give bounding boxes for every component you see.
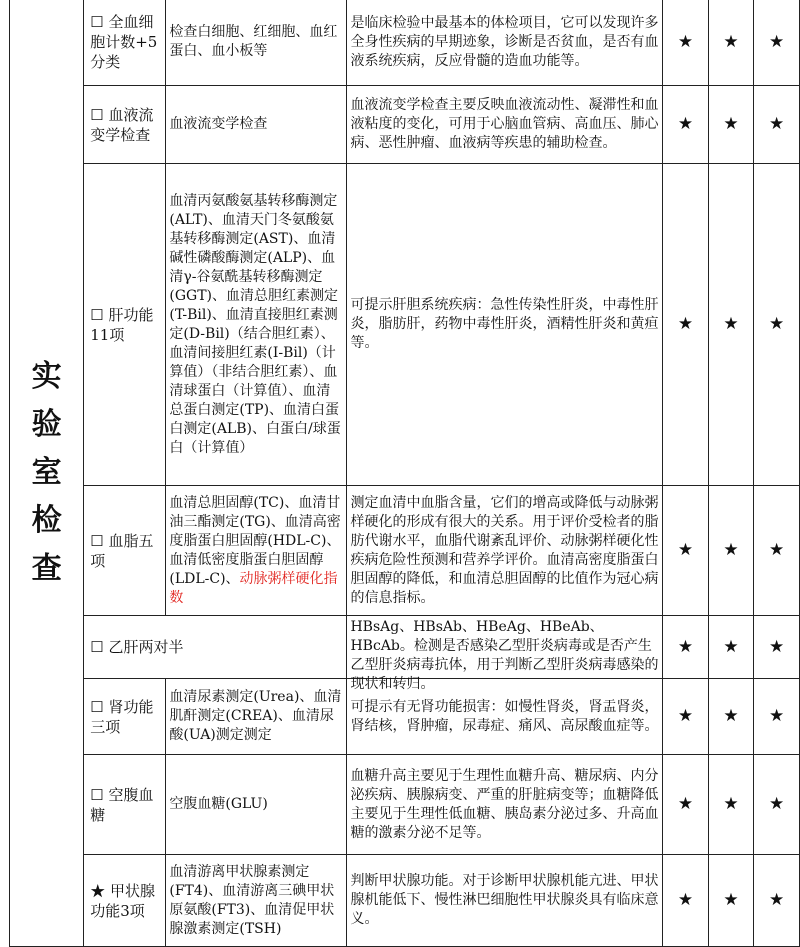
item-content: 血液流变学检查: [166, 86, 347, 164]
item-content: 血清尿素测定(Urea)、血清肌酐测定(CREA)、血清尿酸(UA)测定测定: [166, 679, 347, 755]
table-row: [10, 0, 800, 86]
item-content: 血清总胆固醇(TC)、血清甘油三酯测定(TG)、血清高密度脂蛋白胆固醇(HDL-C)、血清低密度脂蛋白胆固醇(LDL-C)、动脉粥样硬化指数: [166, 486, 347, 616]
star-mark: ★: [754, 486, 800, 616]
item-name: ☐ 肝功能11项: [84, 164, 166, 486]
star-mark: ★: [708, 755, 754, 855]
item-description: 是临床检验中最基本的体检项目，它可以发现许多全身性疾病的早期迹象，诊断是否贫血，是否有血液系统疾病，反应骨髓的造血功能等。: [347, 0, 663, 86]
star-mark: ★: [708, 0, 754, 86]
item-name: ☐ 乙肝两对半: [84, 616, 347, 679]
star-mark: ★: [708, 855, 754, 947]
star-mark: ★: [663, 486, 709, 616]
item-description: HBsAg、HBsAb、HBeAg、HBeAb、HBcAb。检测是否感染乙型肝炎病毒或是否产生乙型肝炎病毒抗体，用于判断乙型肝炎病毒感染的现状和转归。: [347, 616, 663, 679]
item-description: 判断甲状腺功能。对于诊断甲状腺机能亢进、甲状腺机能低下、慢性淋巴细胞性甲状腺炎具有临床意义。: [347, 855, 663, 947]
star-mark: ★: [754, 0, 800, 86]
category-label: 实验室检查: [31, 358, 62, 586]
table-row: [10, 486, 800, 616]
star-mark: ★: [708, 679, 754, 755]
item-content: 空腹血糖(GLU): [166, 755, 347, 855]
star-mark: ★: [708, 86, 754, 164]
item-name: ★ 甲状腺功能3项: [84, 855, 166, 947]
item-description: 血糖升高主要见于生理性血糖升高、糖尿病、内分泌疾病、胰腺病变、严重的肝脏病变等；血糖降低主要见于生理性低血糖、胰岛素分泌过多、升高血糖的激素分泌不足等。: [347, 755, 663, 855]
table-row: [10, 164, 800, 486]
item-description: 测定血清中血脂含量，它们的增高或降低与动脉粥样硬化的形成有很大的关系。用于评价受检者的脂肪代谢水平，血脂代谢紊乱评价、动脉粥样硬化性疾病危险性预测和营养学评价。血清高密度脂蛋白胆固醇的降低，和血清总胆固醇的比值作为冠心病的信息指标。: [347, 486, 663, 616]
star-mark: ★: [708, 616, 754, 679]
star-mark: ★: [663, 755, 709, 855]
table-row: [10, 755, 800, 855]
item-content: 血清游离甲状腺素测定(FT4)、血清游离三碘甲状原氨酸(FT3)、血清促甲状腺激素测定(TSH): [166, 855, 347, 947]
star-mark: ★: [754, 86, 800, 164]
exam-table: [9, 0, 800, 947]
item-description: 可提示肝胆系统疾病：急性传染性肝炎，中毒性肝炎，脂肪肝，药物中毒性肝炎，酒精性肝炎和黄疸等。: [347, 164, 663, 486]
table-row: [10, 855, 800, 947]
item-description: 可提示有无肾功能损害：如慢性肾炎，肾盂肾炎，肾结核，肾肿瘤，尿毒症、痛风、高尿酸血症等。: [347, 679, 663, 755]
table-row: [10, 616, 800, 679]
item-name: ☐ 空腹血糖: [84, 755, 166, 855]
star-mark: ★: [754, 616, 800, 679]
star-mark: ★: [708, 486, 754, 616]
star-mark: ★: [754, 679, 800, 755]
item-name: ☐ 肾功能三项: [84, 679, 166, 755]
star-mark: ★: [754, 164, 800, 486]
item-description: 血液流变学检查主要反映血液流动性、凝滞性和血液粘度的变化，可用于心脑血管病、高血压、肺心病、恶性肿瘤、血液病等疾患的辅助检查。: [347, 86, 663, 164]
item-name: ☐ 全血细胞计数+5分类: [84, 0, 166, 86]
star-mark: ★: [754, 755, 800, 855]
item-content: 血清丙氨酸氨基转移酶测定(ALT)、血清天门冬氨酸氨基转移酶测定(AST)、血清碱性磷酸酶测定(ALP)、血清γ-谷氨酰基转移酶测定(GGT)、血清总胆红素测定(T-Bil)、血清直接胆红素测定(D-Bil)（结合胆红素）、血清间接胆红素(I-Bil)（计算值）（非结合胆红素）、血清球蛋白（计算值）、血清总蛋白测定(TP)、血清白蛋白测定(ALB)、白蛋白/球蛋白（计算值）: [166, 164, 347, 486]
star-mark: ★: [754, 855, 800, 947]
star-mark: ★: [663, 616, 709, 679]
star-mark: ★: [663, 855, 709, 947]
item-name: ☐ 血脂五项: [84, 486, 166, 616]
star-mark: ★: [663, 164, 709, 486]
table-row: [10, 86, 800, 164]
item-name: ☐ 血液流变学检查: [84, 86, 166, 164]
star-mark: ★: [663, 679, 709, 755]
star-mark: ★: [663, 0, 709, 86]
category-cell: [10, 0, 84, 947]
star-mark: ★: [708, 164, 754, 486]
item-content: 检查白细胞、红细胞、血红蛋白、血小板等: [166, 0, 347, 86]
star-mark: ★: [663, 86, 709, 164]
